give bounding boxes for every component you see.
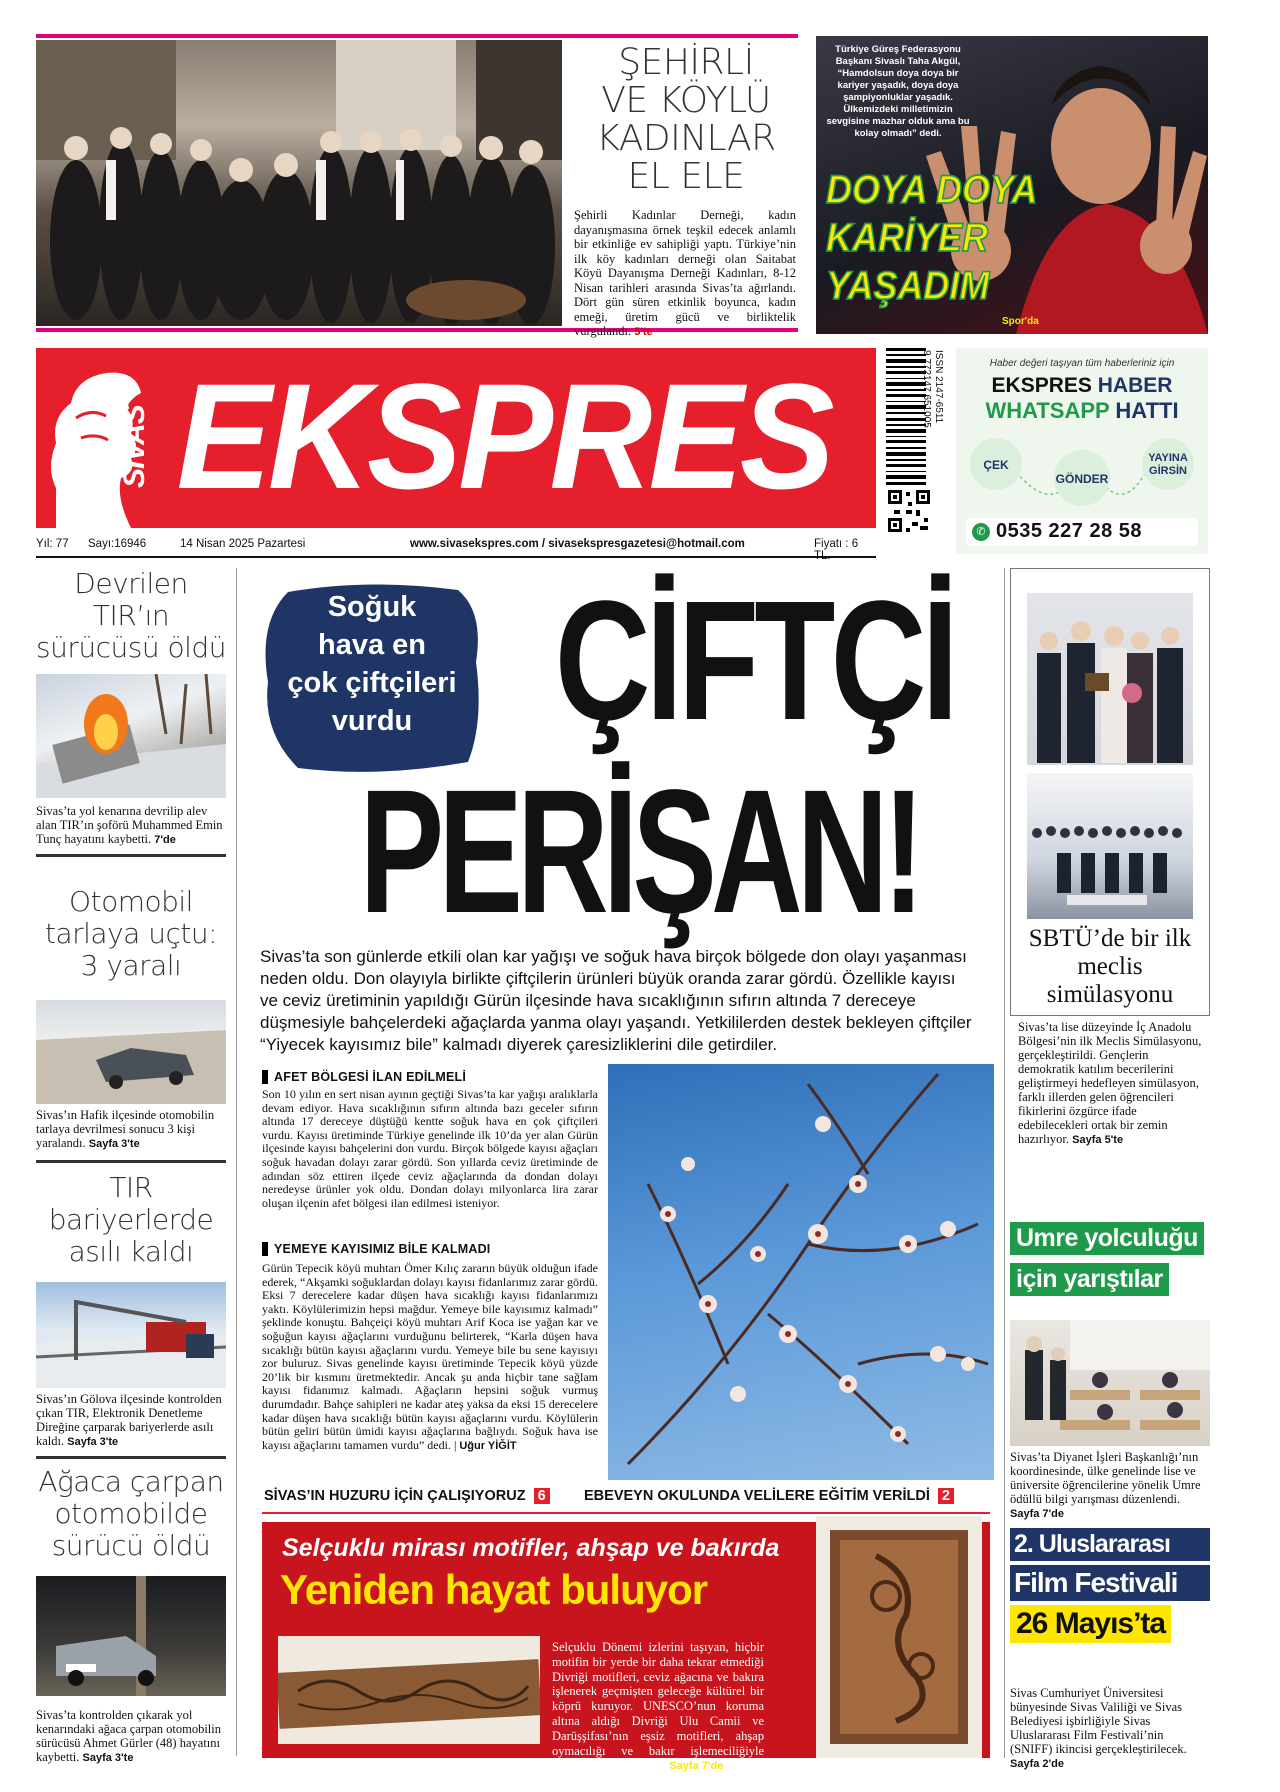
ad-word: EKSPRES (991, 374, 1092, 397)
group-photo-illustration (36, 40, 562, 326)
masthead (36, 348, 876, 528)
divider (36, 1160, 226, 1163)
top-left-body (574, 208, 796, 340)
page-ref[interactable]: Sayfa 7'de (1010, 1508, 1064, 1520)
feature-body (552, 1640, 764, 1774)
caption-text: Sivas’ın Gölova ilçesinde kontrolden çıkan TIR, Elektronik Denetleme Direğine çarparak bariyerlerde asılı kaldı. (36, 1392, 222, 1448)
headline-line: VE KÖYLÜ (601, 80, 771, 121)
issue-date: 14 Nisan 2025 Pazartesi (180, 538, 306, 550)
teaser-text[interactable]: EBEVEYN OKULUNDA VELİLERE EĞİTİM VERİLDİ (584, 1488, 930, 1504)
magenta-top-rule (36, 34, 798, 38)
barcode-digits: 9 772147 651005 (921, 350, 932, 428)
umre-body (1010, 1450, 1206, 1521)
headline-line: Film Festivali (1010, 1565, 1210, 1601)
page-ref[interactable]: Sayfa 5'te (1072, 1134, 1124, 1146)
page-ref[interactable]: Sayfa 3'te (88, 1138, 140, 1150)
film-festival-headline[interactable] (1010, 1528, 1210, 1643)
caption-text: Sivas’ta kontrolden çıkarak yol kenarındaki ağaca çarpan otomobilin sürücüsü Ahmet Gürler (48) hayatını kaybetti. (36, 1708, 221, 1764)
meeting-hall-photo (1027, 773, 1193, 919)
page-ref[interactable]: Sayfa 3'te (67, 1436, 119, 1448)
headline-line: 26 Mayıs’ta (1010, 1605, 1171, 1643)
film-festival-body (1010, 1686, 1206, 1771)
kicker-line: çok çiftçileri (287, 667, 457, 699)
left-story-caption (36, 1708, 226, 1765)
left-story-headline[interactable]: Ağaca çarpan otomobilde sürücü öldü (38, 1465, 224, 1562)
tir-barrier-photo (36, 1282, 226, 1388)
feature-body-text: Selçuklu Dönemi izlerini taşıyan, hiçbir motifin bir yerde bir daha tekrar etmediği Divriği motifleri, ceviz ağacına ve bakıra işlenerek geçmişten geleceğe kültürel bir köprü kuruyor. UNESCO’nun koruma altına aldığı Divriği Ulu Camii ve Darüşşifası’nın eşsiz motifleri, ahşap oymacılığı ve bakır işlemeciliğiyle yeniden hayat buluyor. (552, 1640, 764, 1773)
left-story-caption (36, 1392, 226, 1449)
umre-body-text: Sivas’ta Diyanet İşleri Başkanlığı’nın koordinesinde, ülke genelinde lise ve üniversite öğrencilerine yönelik Umre ödüllü bilgi yarışması düzenlendi. (1010, 1450, 1201, 1506)
top-left-headline (576, 44, 796, 196)
left-story-headline[interactable]: TIR bariyerlerde asılı kaldı (48, 1171, 214, 1268)
kicker-line: hava en (318, 629, 426, 661)
tir-fire-photo (36, 674, 226, 798)
ad-step-publish: YAYINA GİRSİN (1148, 452, 1188, 477)
qr-code-icon[interactable] (886, 488, 932, 534)
masthead-title: EKSPRES (176, 352, 831, 520)
page-ref[interactable]: 5'te (634, 326, 653, 338)
ad-word: HATTI (1115, 398, 1179, 423)
ad-phone-box[interactable] (966, 518, 1198, 546)
wrestler-headline (826, 166, 1076, 310)
ad-step-capture: ÇEK (983, 458, 1009, 472)
car-tree-illustration (36, 1576, 226, 1696)
tir-barrier-illustration (36, 1282, 226, 1388)
web-email[interactable]: www.sivasekspres.com / sivasekspresgazetesi@hotmail.com (410, 538, 745, 550)
headline-line: DOYA DOYA (826, 166, 1038, 212)
page-ref[interactable]: 7'de (154, 834, 176, 846)
right-column (1010, 568, 1210, 1768)
contest-photo (1010, 1320, 1210, 1446)
left-story-headline[interactable]: Devrilen TIR’ın sürücüsü öldü (36, 567, 226, 664)
dateline-rule (36, 556, 876, 558)
lead-headline-line1: ÇİFTÇİ (554, 566, 954, 756)
issue-number: Sayı:16946 (88, 538, 147, 550)
contest-illustration (1010, 1320, 1210, 1446)
teaser-2[interactable] (584, 1488, 954, 1504)
car-tree-photo (36, 1576, 226, 1696)
sbtu-box (1010, 568, 1210, 1016)
wood-carving-panel-photo (278, 1636, 540, 1744)
feature-headline: Yeniden hayat buluyor (280, 1566, 708, 1613)
teaser-rule (262, 1512, 990, 1514)
page-ref[interactable]: Sayfa 3'te (82, 1752, 134, 1764)
ad-line-2 (956, 398, 1208, 424)
teasers-row (262, 1484, 990, 1510)
ad-line-1 (956, 374, 1208, 398)
barcode-block (886, 348, 946, 534)
year: Yıl: 77 (36, 538, 69, 550)
wrestler-story (816, 36, 1208, 334)
feature-kicker: Selçuklu mirası motifler, ahşap ve bakırda (282, 1534, 780, 1562)
teaser-1[interactable] (264, 1488, 550, 1504)
ad-word: WHATSAPP (985, 398, 1110, 423)
byline-separator: | (453, 1437, 457, 1452)
teaser-page[interactable]: 2 (938, 1488, 954, 1504)
car-field-illustration (36, 1000, 226, 1104)
left-story-headline[interactable]: Otomobil tarlaya uçtu: 3 yaralı (44, 885, 217, 982)
byline: Uğur YİĞİT (459, 1439, 517, 1452)
tir-fire-illustration (36, 674, 226, 798)
column-rule (236, 568, 237, 1756)
top-left-story (36, 34, 798, 338)
issn-text: ISSN 2147-6511 (933, 350, 944, 424)
ad-tagline: Haber değeri taşıyan tüm haberleriniz için (989, 358, 1175, 369)
headline-line: ŞEHİRLİ (618, 42, 754, 83)
car-field-photo (36, 1000, 226, 1104)
apricot-blossom-photo (608, 1064, 994, 1480)
lead-intro: Sivas’ta son günlerde etkili olan kar yağışı ve soğuk hava birçok bölgede don olayı yaşanması neden oldu. Don olayıyla birlikte çiftçilerin ürünleri büyük oranda zarar gördü. Özellikle kayısı ve ceviz üretiminin yapıldığı Gürün ilçesinde hava sıcaklığının sıfırın altında 7 dereceye düşmesiyle bahçelerdeki ağaçlarda yanma olayı yaşandı. Yetkililerden destek bekleyen çiftçiler “Yiyecek kayısımız bile” kalmadı diyerek çaresizliklerini dile getirdiler. (260, 947, 972, 1054)
wood-carving-panel-illustration (278, 1636, 540, 1744)
headline-line: için yarıştılar (1010, 1263, 1169, 1296)
body-text: Gürün Tepecik köyü muhtarı Ömer Kılıç zararın büyük olduğun ifade ederek, “Akşamki soğuklardan dolayı kayısı fidanlarımız zarar gördü. Eksi 7 derecelere kadar düşen hava sıcaklığı kayısı fidanlarımızı yaktı. Köylülerimizin hepsi mağdur. Yemeye bile kayısımız kalmadı” şeklinde konuştu. Bahçeiçi köyü muhtarı Arif Koca ise yağan kar ve soğuğun kayısı ağaçlarını vurduğunu belirterek, “Karla düşen hava sıcaklığı bütün kayısı ağaçlarını vurdu. Yemeye bile bu sene kayısıyı zor buluruz. Sivas genelinde kayısı üretiminde Tepecik köyü yüzde 20’lik bir kısmını üretmektedir. Ancak şu anda hiçbir tane sağlam kayısı fidanımız kalmadı. Ağaçların hepsini soğuk vurmuş durumdadır. Bahçe sahipleri ne kadar ateş yaksa da eksi 15 derecelere kadar düşen hava sıcaklığı bütün kayısı ağaçlarını vurdu. Köylülerin bütün geliri bütün ümidi kayısı ağaçlarına bağlıydı. Soğuk hava ise kayısı ağaçlarını tamamen vurdu” dedi. (262, 1261, 598, 1452)
headline-line: EL ELE (627, 156, 745, 197)
umre-headline[interactable] (1010, 1222, 1210, 1296)
barcode (886, 348, 926, 488)
story-body: Şehirli Kadınlar Derneği, kadın dayanışmasına örnek teşkil edecek anlamlı bir etkinliğe ev sahipliği yaptı. Türkiye’nin ilk köy kadınları derneği olan Saitabat Köyü Dayanışma Derneği Kadınları, 8-12 Nisan tarihleri arasında Sivas’ta ağırlandı. Dört gün süren etkinlik boyunca, kadın emeği, üretim gücü ve birliktelik vurgulandı. (574, 208, 796, 338)
ad-word: HABER (1097, 374, 1173, 397)
page-ref[interactable]: Sayfa 2'de (1010, 1758, 1064, 1770)
headline-line: Umre yolculuğu (1010, 1222, 1204, 1255)
whatsapp-icon: ✆ (972, 523, 990, 541)
award-illustration (1027, 593, 1193, 765)
lead-headline-line2: PERİŞAN! (359, 754, 920, 950)
women-group-photo (36, 40, 562, 326)
lead-kicker (266, 588, 478, 740)
headline-line: YAŞADIM (826, 262, 990, 308)
teaser-text[interactable]: SİVAS’IN HUZURU İÇİN ÇALIŞIYORUZ (264, 1488, 526, 1504)
left-column (36, 568, 226, 1768)
left-story-caption (36, 804, 226, 847)
sbtu-body (1018, 1020, 1204, 1147)
ad-step-send: GÖNDER (1055, 472, 1109, 486)
film-festival-body-text: Sivas Cumhuriyet Üniversitesi bünyesinde Sivas Valiliği ve Sivas Belediyesi işbirliğiyle Sivas Uluslararası Film Festivali’nin (SNIFF) ikincisi gerçekleştirilecek. (1010, 1686, 1187, 1756)
dateline (36, 536, 876, 554)
headline-line: KARİYER (826, 214, 989, 260)
price: Fiyatı : 6 (814, 538, 859, 550)
headline-line: KADINLAR (596, 118, 776, 159)
apricot-blossom-illustration (608, 1064, 994, 1480)
section-ref[interactable]: Spor'da (1002, 316, 1039, 327)
page-ref[interactable]: Sayfa 7'de (669, 1760, 724, 1773)
lead-body-2 (262, 1262, 598, 1453)
kicker-line: vurdu (331, 705, 413, 737)
sbtu-headline[interactable]: SBTÜ’de bir ilk meclis simülasyonu (1028, 925, 1192, 1008)
left-story-caption (36, 1108, 226, 1151)
bottom-feature (262, 1522, 990, 1773)
sbtu-body-text: Sivas’ta lise düzeyinde İç Anadolu Bölgesi’nin ilk Meclis Simülasyonu, gerçekleştirildi. Gençlerin demokratik katılım becerilerini geliştirmeyi hedefleyen simülasyon, farklı illerden gelen öğrencileri fikirlerini özgürce ifade edebilecekleri ortak bir zemin hazırlıyor. (1018, 1020, 1202, 1146)
whatsapp-ad[interactable] (956, 348, 1208, 554)
headline-line: 2. Uluslararası (1010, 1528, 1210, 1561)
caption-text: Sivas’ta yol kenarına devrilip alev alan TIR’ın şoförü Muhammed Emin Tunç hayatını kaybetti. (36, 804, 223, 846)
award-photo (1027, 593, 1193, 765)
caption-text: Sivas’ın Hafik ilçesinde otomobilin tarlaya devrilmesi sonucu 3 kişi yaralandı. (36, 1108, 215, 1150)
teaser-page[interactable]: 6 (534, 1488, 550, 1504)
kicker-line: Soğuk (327, 591, 417, 623)
meeting-hall-illustration (1027, 773, 1193, 919)
wrestler-quote: Türkiye Güreş Federasyonu Başkanı Sivaslı Taha Akgül, “Hamdolsun doya doya bir kariyer yaşadık, doya doya şampiyonluklar yaşadık. Ülkemizdeki milletimizin sevgisine mazhar olduk ama bu kolay olmadı” dedi. (826, 44, 970, 139)
divider (36, 854, 226, 857)
column-rule (1004, 568, 1005, 1758)
subhead-disaster-zone: AFET BÖLGESİ İLAN EDİLMELİ (262, 1070, 604, 1084)
divider (36, 1456, 226, 1459)
masthead-city: SİVAS (118, 405, 151, 488)
carved-panel-illustration (816, 1516, 982, 1758)
ad-phone[interactable]: 0535 227 28 58 (996, 520, 1143, 542)
carved-panel-photo (816, 1516, 982, 1758)
lead-story (256, 566, 996, 1486)
subhead-no-apricots: YEMEYE KAYISIMIZ BİLE KALMADI (262, 1242, 604, 1256)
lead-body-1: Son 10 yılın en sert nisan ayının geçtiği Sivas’ta kar yağışı aralıklarla devam ediyor. Hava sıcaklığının sıfırın altında bazı geceler sıfırın altında 17 dereceye düştüğü kentte soğuk hava en çok çiftçileri vurdu. Kayısı üretiminde Türkiye genelinde ilk 10’da yer alan Gürün ilçesinde kayısı bahçelerini don vurdu. Birçok bölgede kayısı ağaçları soğuk havadan dolayı zarar gördü. Son yıllarda ceviz üretiminde de adından söz ettiren ilçede ceviz ağaçlarında da dondan dolayı neredeyse ürünler yok oldu. Dondan dolayı milyonlarca lira zarar oluşan ilçenin afet bölgesi ilan edilmesi isteniyor. (262, 1087, 598, 1210)
